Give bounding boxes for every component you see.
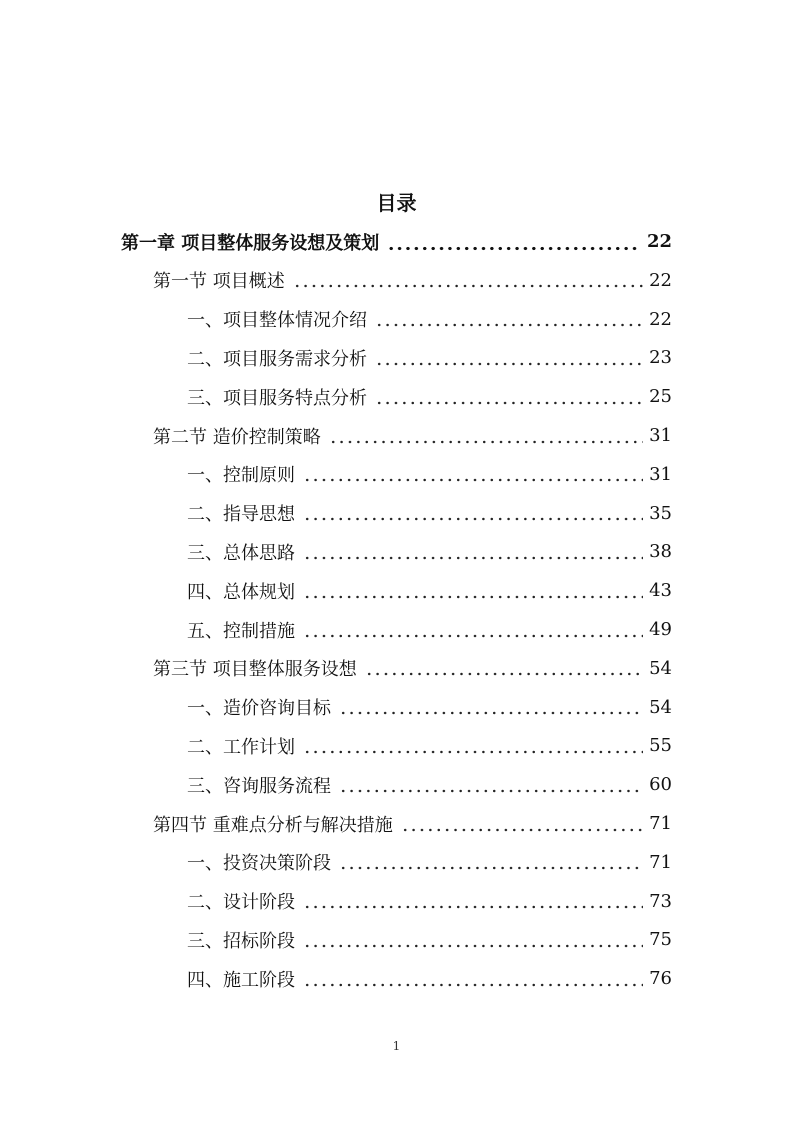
- toc-entry-label: 第一章 项目整体服务设想及策划: [121, 232, 380, 254]
- toc-dot-leader: [339, 698, 643, 716]
- toc-entry-page: 22: [646, 231, 672, 252]
- toc-entry-page: 71: [649, 851, 672, 873]
- toc-entry-label: 二、指导思想: [187, 504, 295, 526]
- toc-entry-page: 23: [649, 347, 672, 369]
- toc-dot-leader: [303, 621, 643, 639]
- toc-entry-page: 49: [649, 619, 672, 640]
- toc-entry-label: 三、项目服务特点分析: [187, 387, 367, 409]
- toc-dot-leader: [303, 892, 643, 910]
- toc-entry-page: 43: [649, 580, 672, 602]
- toc-entry-label: 一、项目整体情况介绍: [187, 310, 367, 332]
- toc-dot-leader: [375, 388, 643, 406]
- toc-entry[interactable]: [187, 843, 672, 882]
- toc-entry-label: 四、施工阶段: [187, 969, 295, 991]
- toc-dot-leader: [303, 737, 643, 755]
- toc-entry[interactable]: [187, 494, 672, 533]
- toc-entry[interactable]: [187, 688, 672, 727]
- toc-entry-page: 76: [649, 968, 672, 990]
- toc-entry[interactable]: [187, 455, 672, 494]
- toc-entry-label: 三、总体思路: [187, 542, 295, 564]
- toc-entry[interactable]: [187, 959, 672, 998]
- toc-entry[interactable]: [187, 765, 672, 804]
- toc-entry[interactable]: [121, 222, 672, 261]
- toc-entry-label: 第四节 重难点分析与解决措施: [153, 814, 393, 836]
- toc-entry-page: 71: [649, 813, 672, 834]
- toc-entry-page: 25: [649, 386, 672, 408]
- page-number: 1: [392, 1039, 401, 1053]
- toc-entry-label: 第一节 项目概述: [153, 271, 285, 293]
- toc-dot-leader: [375, 310, 643, 328]
- toc-entry-page: 54: [649, 657, 672, 679]
- toc-dot-leader: [303, 931, 643, 949]
- toc-entry[interactable]: [187, 610, 672, 649]
- toc-entry[interactable]: [153, 804, 672, 843]
- toc-dot-leader: [303, 970, 643, 988]
- toc-entry-page: 35: [649, 502, 672, 524]
- toc-entry-page: 38: [649, 541, 672, 563]
- toc-entry-label: 一、控制原则: [187, 465, 295, 487]
- toc-dot-leader: [303, 543, 643, 561]
- toc-entry-page: 22: [649, 269, 672, 291]
- toc-dot-leader: [387, 233, 641, 251]
- toc-dot-leader: [401, 815, 643, 833]
- toc-entry-label: 第三节 项目整体服务设想: [153, 659, 357, 681]
- toc-entry[interactable]: [187, 300, 672, 339]
- toc-entry[interactable]: [187, 338, 672, 377]
- toc-dot-leader: [339, 853, 643, 871]
- toc-entry[interactable]: [187, 726, 672, 765]
- toc-entry-label: 一、投资决策阶段: [187, 853, 331, 875]
- toc-entry-label: 五、控制措施: [187, 620, 295, 642]
- toc-dot-leader: [303, 582, 643, 600]
- toc-entry-label: 一、造价咨询目标: [187, 698, 331, 720]
- toc-entry-page: 60: [649, 774, 672, 796]
- toc-entry-label: 二、项目服务需求分析: [187, 348, 367, 370]
- toc-title: 目录: [376, 191, 417, 215]
- toc-entry-page: 55: [649, 735, 672, 757]
- toc-entry[interactable]: [187, 532, 672, 571]
- toc-entry[interactable]: [153, 649, 672, 688]
- toc-entry-page: 22: [649, 308, 672, 330]
- toc-dot-leader: [303, 465, 643, 483]
- toc-entry[interactable]: [187, 377, 672, 416]
- toc-entry[interactable]: [187, 920, 672, 959]
- toc-entry[interactable]: [153, 416, 672, 455]
- toc-entry-label: 四、总体规划: [187, 581, 295, 603]
- toc-dot-leader: [303, 504, 643, 522]
- toc-dot-leader: [329, 427, 643, 445]
- toc-entry[interactable]: [187, 882, 672, 921]
- toc-entry-label: 二、设计阶段: [187, 892, 295, 914]
- toc-entry-page: 73: [649, 890, 672, 912]
- toc-dot-leader: [293, 271, 643, 289]
- toc-entry-page: 31: [649, 463, 672, 485]
- toc-entry-label: 第二节 造价控制策略: [153, 426, 321, 448]
- toc-entry-page: 31: [649, 425, 672, 446]
- toc-entry-page: 54: [649, 696, 672, 718]
- toc-entry-label: 二、工作计划: [187, 736, 295, 758]
- toc-entry[interactable]: [153, 261, 672, 300]
- toc-entry-label: 三、咨询服务流程: [187, 775, 331, 797]
- toc-entry-label: 三、招标阶段: [187, 930, 295, 952]
- toc-entry-page: 75: [649, 929, 672, 951]
- toc-dot-leader: [375, 349, 643, 367]
- toc-dot-leader: [365, 659, 643, 677]
- toc-entry[interactable]: [187, 571, 672, 610]
- toc-dot-leader: [339, 776, 643, 794]
